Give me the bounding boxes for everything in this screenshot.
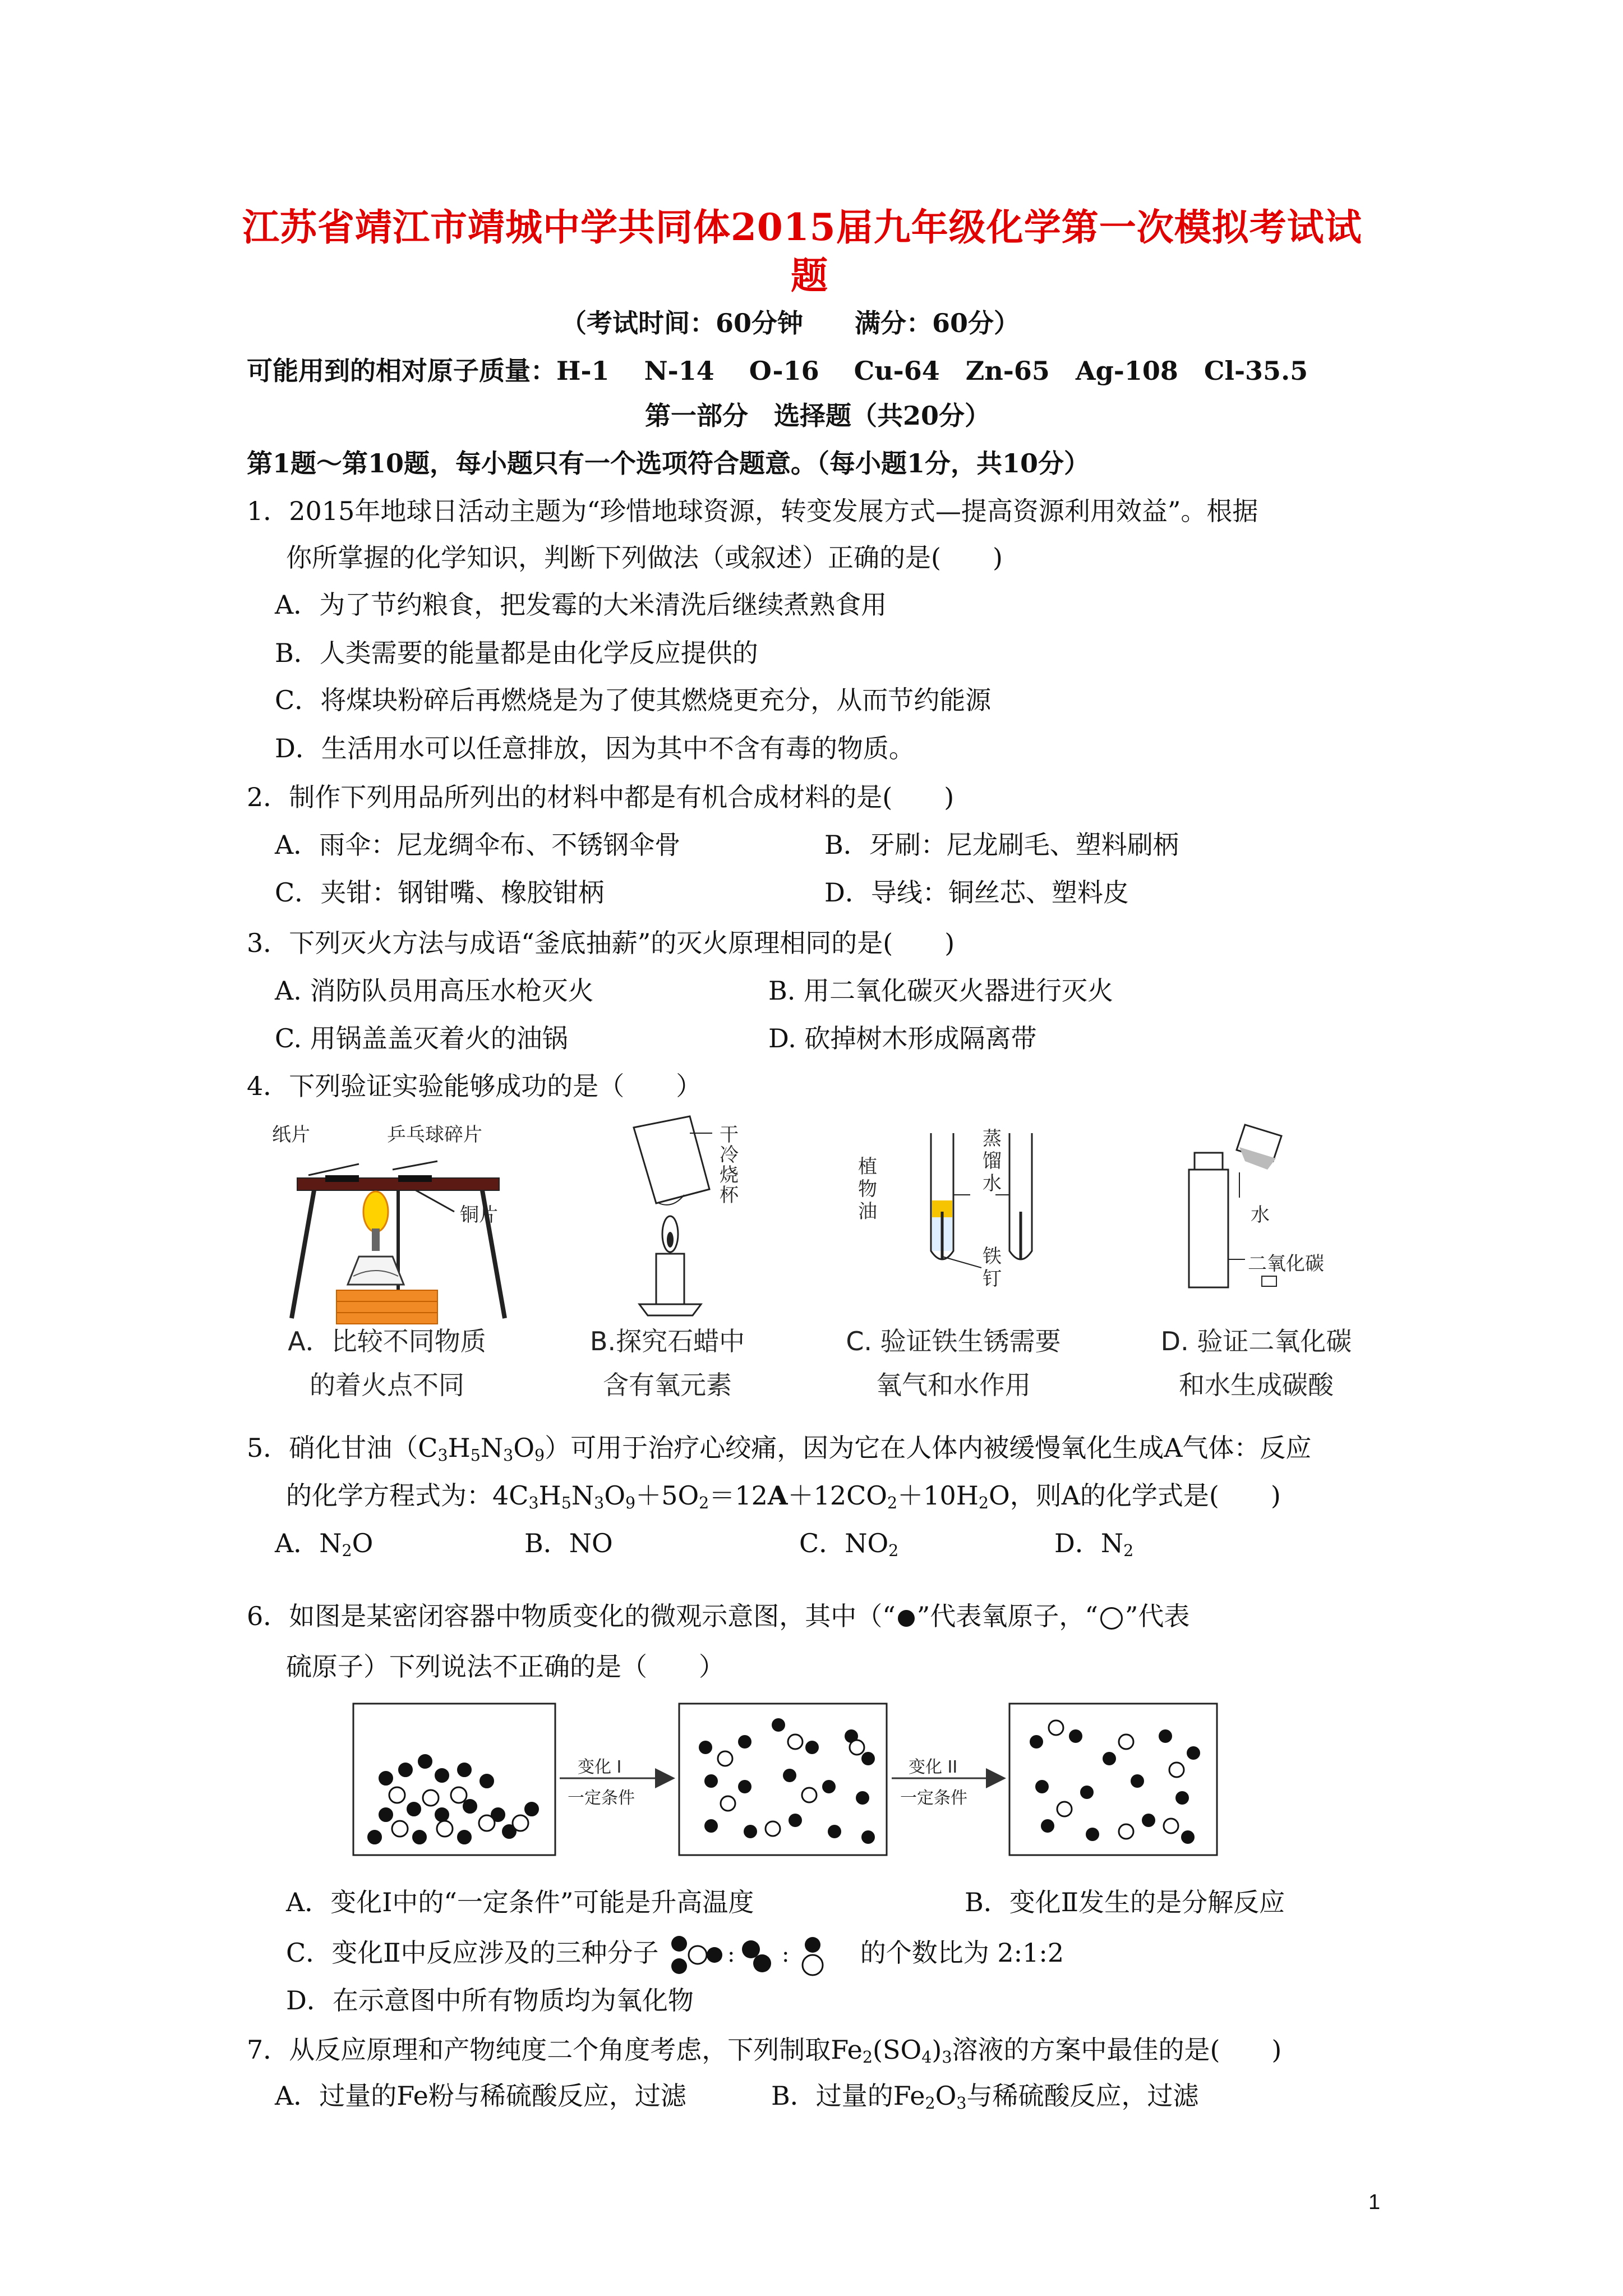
q5-option-c bbox=[799, 1523, 898, 1560]
subscript: 3 bbox=[594, 1494, 605, 1513]
q2-option-c: C．夹钳：钢钳嘴、橡胶钳柄 bbox=[275, 877, 605, 908]
caption-line: 氧气和水作用 bbox=[876, 1370, 1031, 1400]
caption-line: C. 验证铁生锈需要 bbox=[846, 1326, 1061, 1356]
text: O bbox=[352, 1528, 374, 1558]
q4-option-b-caption bbox=[544, 1321, 791, 1402]
q1-option-b: B．人类需要的能量都是由化学反应提供的 bbox=[275, 638, 758, 668]
q5-option-d bbox=[1054, 1523, 1133, 1560]
text: ＋5O bbox=[635, 1480, 699, 1511]
q6-option-d: D．在示意图中所有物质均为氧化物 bbox=[286, 1985, 694, 2016]
svg-text::: : bbox=[782, 1941, 790, 1967]
q7-stem bbox=[247, 2030, 1281, 2067]
label-char: 油 bbox=[858, 1200, 877, 1223]
svg-text::: : bbox=[727, 1941, 735, 1967]
subscript: 2 bbox=[888, 1542, 899, 1561]
text: ＝12 bbox=[709, 1480, 768, 1511]
label-char: 烧 bbox=[720, 1164, 739, 1186]
condition-label-1: 一定条件 bbox=[568, 1788, 635, 1808]
q2-option-b: B．牙刷：尼龙刷毛、塑料刷柄 bbox=[824, 830, 1179, 860]
molecule-ratio-icons bbox=[667, 1932, 852, 1977]
q1-option-c: C．将煤块粉碎后再燃烧是为了使其燃烧更充分，从而节约能源 bbox=[275, 685, 992, 715]
q3-option-b: B. 用二氧化碳灭火器进行灭火 bbox=[768, 976, 1114, 1006]
subscript: 3 bbox=[956, 2094, 967, 2113]
text: B．过量的Fe bbox=[771, 2081, 925, 2111]
subscript: 9 bbox=[625, 1494, 636, 1513]
oxygen-atom-icon bbox=[898, 1610, 915, 1627]
subscript: 3 bbox=[942, 2048, 952, 2067]
q1-stem: 1．2015年地球日活动主题为“珍惜地球资源，转变发展方式—提高资源利用效益”。根据 bbox=[247, 496, 1258, 526]
label-char: 铁 bbox=[983, 1245, 1002, 1268]
change-1-label: 变化 I bbox=[578, 1757, 622, 1777]
q3-option-d: D. 砍掉树木形成隔离带 bbox=[768, 1023, 1037, 1053]
subscript: 2 bbox=[862, 2048, 873, 2067]
q6-option-b: B．变化Ⅱ发生的是分解反应 bbox=[965, 1887, 1285, 1917]
q6-option-a: A．变化Ⅰ中的“一定条件”可能是升高温度 bbox=[286, 1887, 754, 1917]
label-pingpong: 乒乓球碎片 bbox=[387, 1124, 482, 1146]
text: ”代表 bbox=[1124, 1601, 1190, 1631]
subscript: 2 bbox=[342, 1542, 352, 1561]
q4-option-a-caption bbox=[241, 1321, 533, 1402]
label-distilled-water bbox=[983, 1128, 1005, 1195]
caption-line: A．比较不同物质 bbox=[288, 1326, 486, 1356]
text: ) bbox=[932, 2035, 942, 2065]
label-paper: 纸片 bbox=[272, 1124, 310, 1146]
text: 的个数比为 2:1:2 bbox=[860, 1938, 1064, 1968]
q6-stem bbox=[247, 1596, 1189, 1633]
q3-stem: 3．下列灭火方法与成语“釜底抽薪”的灭火原理相同的是( ) bbox=[247, 928, 955, 958]
text: N bbox=[571, 1480, 594, 1511]
text: 5．硝化甘油（C bbox=[247, 1433, 438, 1463]
text: 与稀硫酸反应，过滤 bbox=[966, 2081, 1199, 2111]
text: 6．如图是某密闭容器中物质变化的微观示意图，其中（“ bbox=[247, 1601, 896, 1631]
q1-option-a: A．为了节约粮食，把发霉的大米清洗后继续煮熟食用 bbox=[275, 590, 887, 620]
label-co2: 二氧化碳 bbox=[1248, 1253, 1324, 1275]
text: C．变化Ⅱ中反应涉及的三种分子 bbox=[286, 1938, 659, 1968]
q6-option-c bbox=[286, 1932, 1064, 1977]
atomic-masses: 可能用到的相对原子质量：H-1 N-14 O-16 Cu-64 Zn-65 Ag-108 Cl-35.5 bbox=[247, 356, 1308, 386]
text: (SO bbox=[873, 2035, 922, 2065]
text: N bbox=[480, 1433, 504, 1463]
label-char: 馏 bbox=[983, 1150, 1002, 1172]
label-copper: 铜片 bbox=[460, 1204, 498, 1226]
label-cold-beaker bbox=[720, 1125, 742, 1205]
text: D．N bbox=[1054, 1528, 1124, 1558]
text: O bbox=[604, 1480, 626, 1511]
subscript: 2 bbox=[699, 1494, 709, 1513]
q5-option-b: B．NO bbox=[524, 1528, 613, 1558]
condition-label-2: 一定条件 bbox=[900, 1788, 967, 1808]
caption-line: 含有氧元素 bbox=[603, 1370, 732, 1400]
text: H bbox=[448, 1433, 471, 1463]
page-title-line2: 题 bbox=[791, 254, 828, 297]
text: O bbox=[935, 2081, 957, 2111]
text: ）可用于治疗心绞痛，因为它在人体内被缓慢氧化生成A气体：反应 bbox=[545, 1433, 1312, 1463]
text: 7．从反应原理和产物纯度二个角度考虑，下列制取Fe bbox=[247, 2035, 863, 2065]
text: C．NO bbox=[799, 1528, 889, 1558]
label-char: 水 bbox=[983, 1172, 1002, 1195]
subscript: 2 bbox=[887, 1494, 898, 1513]
page-number: 1 bbox=[1368, 2191, 1381, 2214]
q1-option-d: D．生活用水可以任意排放，因为其中不含有毒的物质。 bbox=[275, 733, 915, 763]
q4-stem: 4．下列验证实验能够成功的是（ ） bbox=[247, 1071, 702, 1101]
text: O，则A的化学式是( ) bbox=[989, 1480, 1281, 1511]
label-char: 杯 bbox=[720, 1184, 739, 1207]
exam-info: （考试时间：60分钟 满分：60分） bbox=[561, 308, 1020, 338]
label-char: 钉 bbox=[983, 1268, 1002, 1290]
q6-stem-2: 硫原子）下列说法不正确的是（ ） bbox=[286, 1651, 725, 1682]
text: O bbox=[513, 1433, 535, 1463]
label-char: 干 bbox=[720, 1124, 739, 1146]
text: A bbox=[767, 1480, 788, 1511]
label-char: 植 bbox=[858, 1156, 877, 1178]
q3-option-a: A. 消防队员用高压水枪灭火 bbox=[275, 976, 594, 1006]
label-char: 蒸 bbox=[983, 1128, 1002, 1150]
caption-line: B.探究石蜡中 bbox=[589, 1326, 745, 1356]
text: 的化学方程式为：4C bbox=[286, 1480, 529, 1511]
subscript: 3 bbox=[437, 1446, 448, 1465]
subscript: 3 bbox=[528, 1494, 539, 1513]
q5-equation bbox=[286, 1475, 1281, 1512]
sulfur-atom-icon bbox=[1100, 1607, 1123, 1630]
subscript: 2 bbox=[925, 2094, 935, 2113]
subscript: 4 bbox=[921, 2048, 932, 2067]
label-char: 冷 bbox=[720, 1144, 739, 1166]
subscript: 9 bbox=[534, 1446, 545, 1465]
label-water: 水 bbox=[1251, 1204, 1270, 1226]
text: H bbox=[538, 1480, 561, 1511]
text: ＋12CO bbox=[787, 1480, 888, 1511]
text: A．N bbox=[275, 1528, 342, 1558]
change-2-label: 变化 II bbox=[909, 1757, 958, 1777]
q7-option-a: A．过量的Fe粉与稀硫酸反应，过滤 bbox=[275, 2081, 686, 2111]
q3-option-c: C. 用锅盖盖灭着火的油锅 bbox=[275, 1023, 568, 1053]
text: ”代表氧原子，“ bbox=[916, 1601, 1098, 1631]
label-vegetable-oil bbox=[858, 1156, 880, 1223]
q2-stem: 2．制作下列用品所列出的材料中都是有机合成材料的是( ) bbox=[247, 782, 955, 812]
caption-line: D. 验证二氧化碳 bbox=[1160, 1326, 1352, 1356]
label-char: 物 bbox=[858, 1178, 877, 1200]
text: ＋10H bbox=[897, 1480, 979, 1511]
q7-option-b bbox=[771, 2076, 1198, 2113]
q4-option-c-caption bbox=[808, 1321, 1099, 1402]
q2-option-a: A．雨伞：尼龙绸伞布、不锈钢伞骨 bbox=[275, 830, 681, 860]
subscript: 2 bbox=[978, 1494, 989, 1513]
page-title: 江苏省靖江市靖城中学共同体2015届九年级化学第一次模拟考试试 bbox=[242, 205, 1362, 249]
q5-stem bbox=[247, 1428, 1311, 1465]
subscript: 5 bbox=[470, 1446, 481, 1465]
label-iron-nail bbox=[983, 1245, 1005, 1290]
q1-stem-2: 你所掌握的化学知识，判断下列做法（或叙述）正确的是( ) bbox=[286, 542, 1003, 573]
q4-option-d-caption bbox=[1116, 1321, 1396, 1402]
caption-line: 的着火点不同 bbox=[310, 1370, 464, 1400]
caption-line: 和水生成碳酸 bbox=[1179, 1370, 1334, 1400]
section-instruction: 第1题～第10题，每小题只有一个选项符合题意。（每小题1分，共10分） bbox=[247, 448, 1090, 478]
q2-option-d: D．导线：铜丝芯、塑料皮 bbox=[824, 877, 1129, 908]
subscript: 5 bbox=[561, 1494, 571, 1513]
part1-title: 第一部分 选择题（共20分） bbox=[645, 401, 991, 431]
subscript: 2 bbox=[1123, 1542, 1134, 1561]
q5-option-a bbox=[275, 1523, 373, 1560]
text: 溶液的方案中最佳的是( ) bbox=[952, 2035, 1282, 2065]
subscript: 3 bbox=[503, 1446, 514, 1465]
